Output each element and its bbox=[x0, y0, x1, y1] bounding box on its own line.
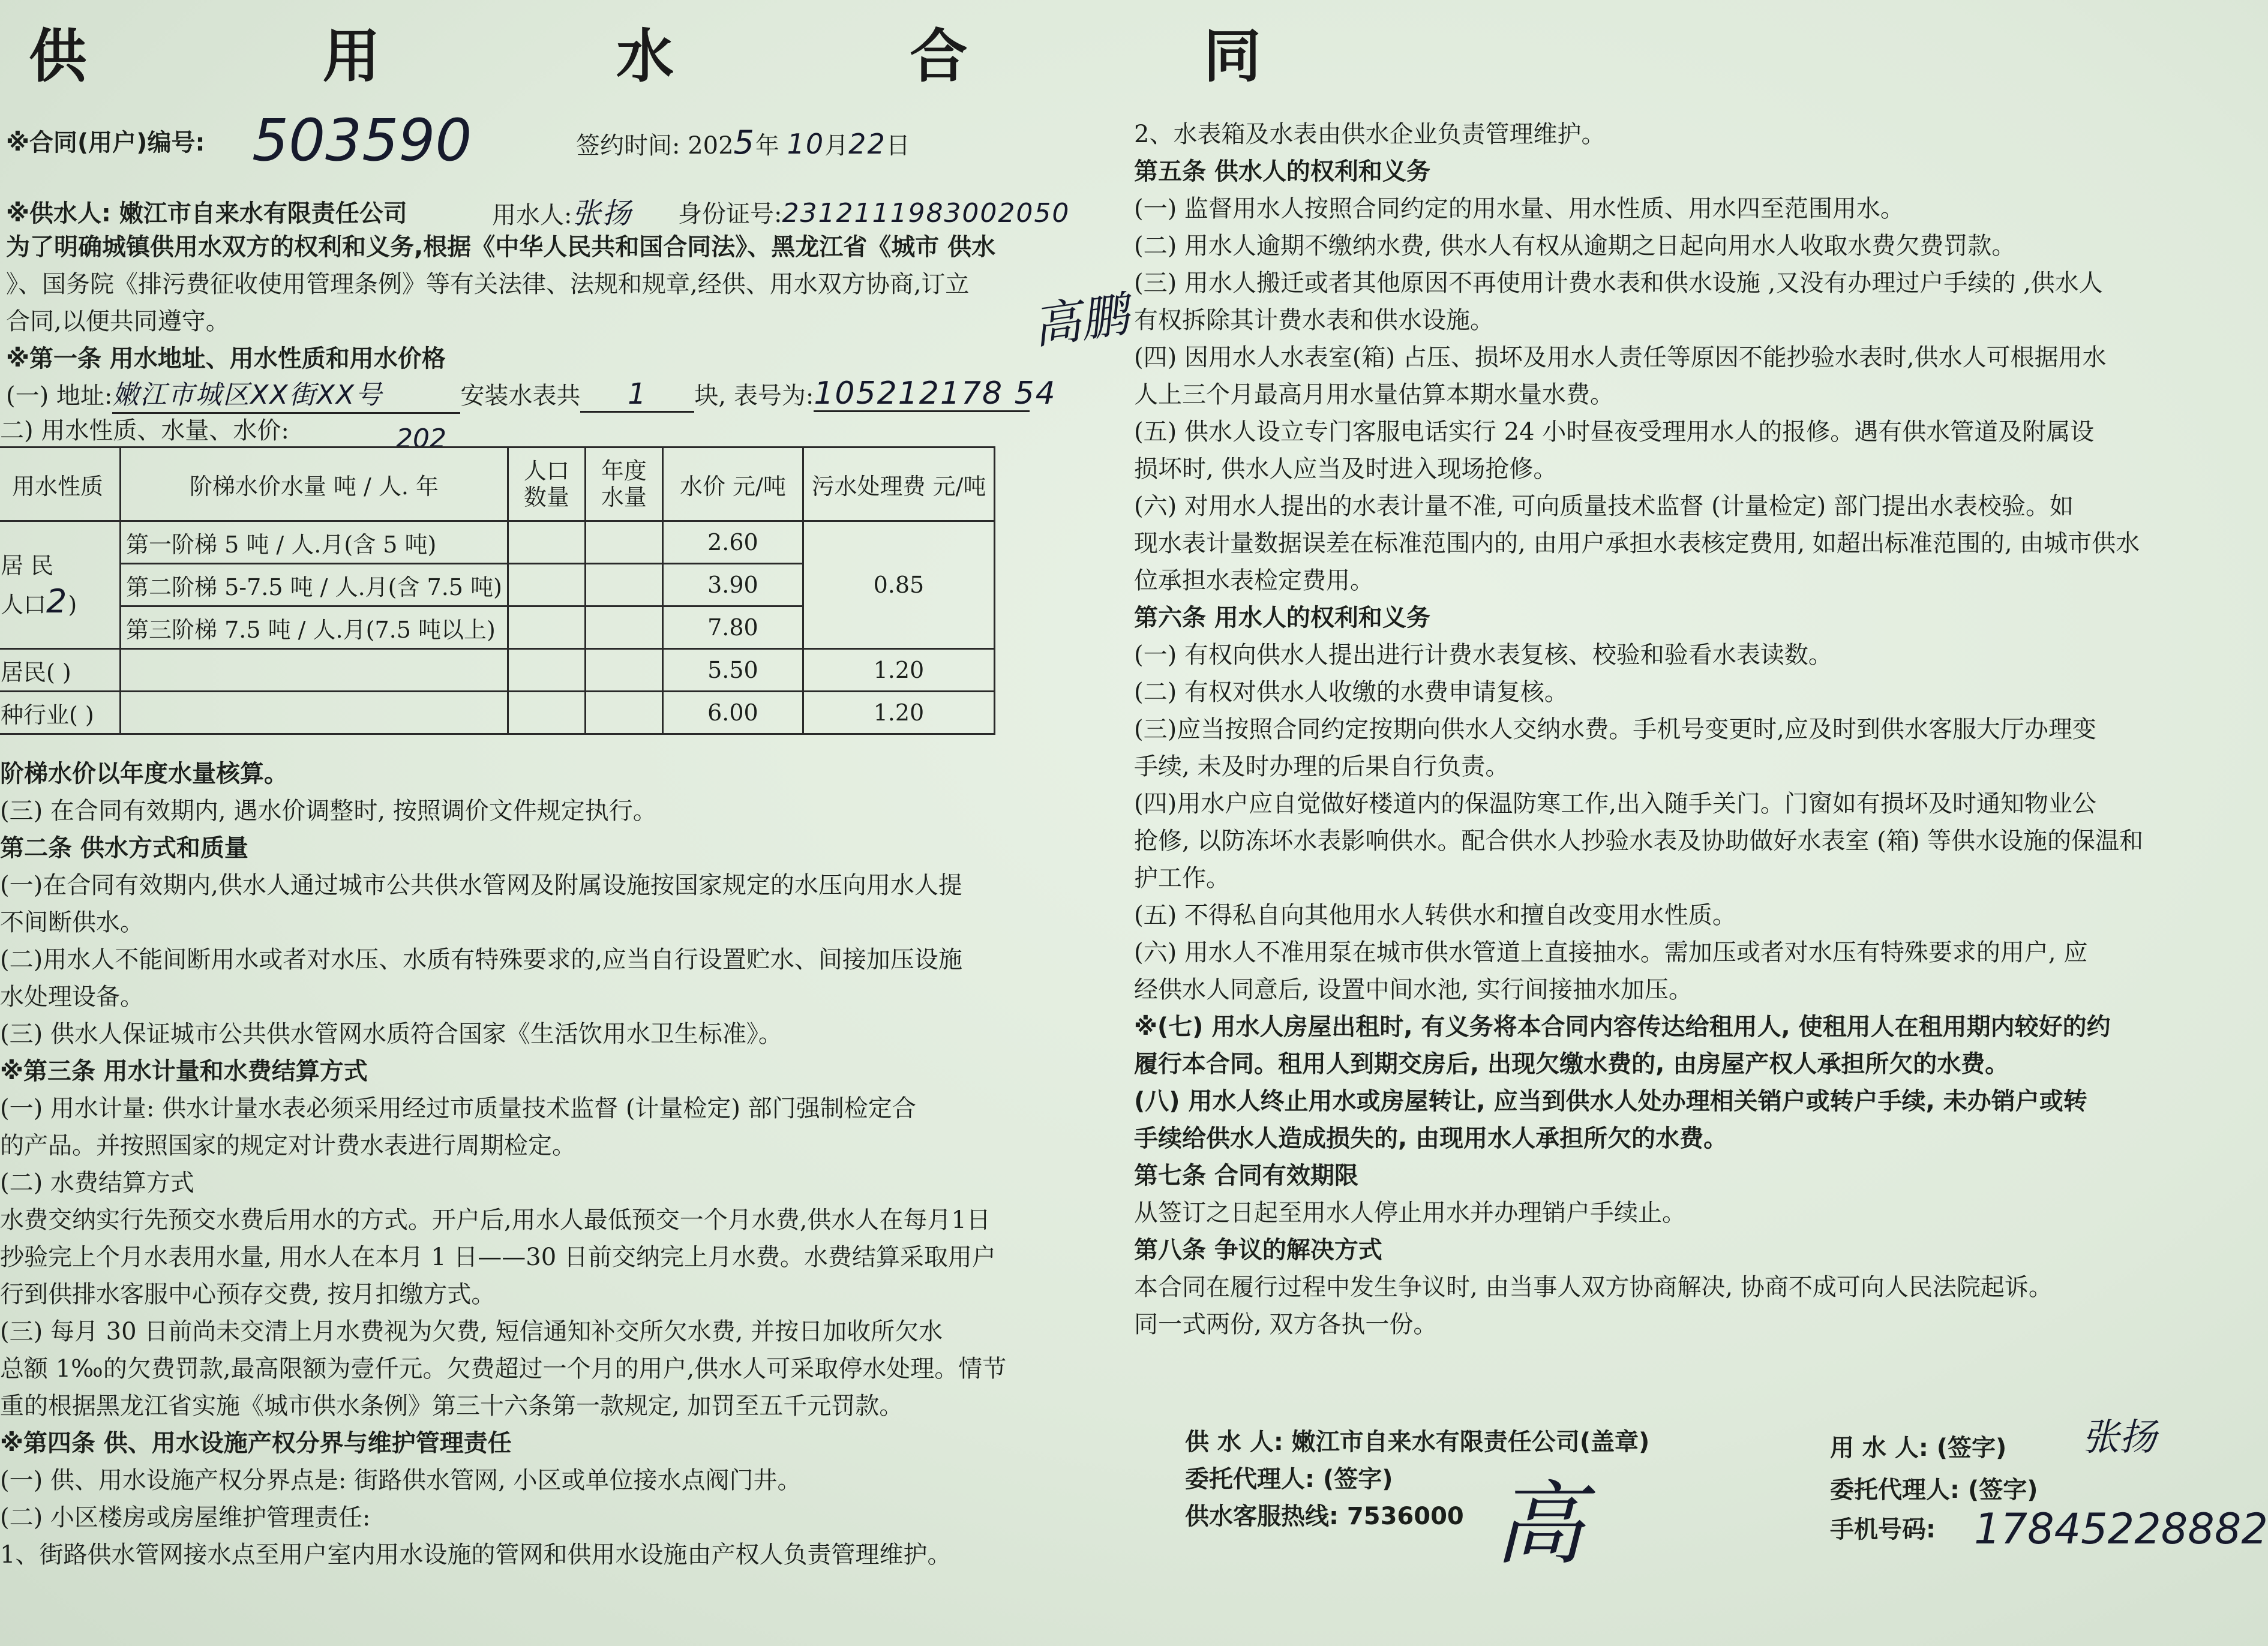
nature-row bbox=[0, 414, 289, 447]
clause-line: 手续, 未及时办理的后果自行负责。 bbox=[1134, 753, 1510, 780]
table-row bbox=[0, 521, 994, 564]
table-row bbox=[0, 692, 994, 734]
clause-line: (三) 每月 30 日前尚未交清上月水费视为欠费, 短信通知补交所欠水费, 并按日加收所欠水 bbox=[0, 1318, 943, 1345]
residential-population-hand: 2 bbox=[46, 582, 68, 620]
clause-heading: 第六条 用水人的权利和义务 bbox=[1134, 604, 1430, 632]
clause-line: 护工作。 bbox=[1134, 864, 1230, 892]
clause-line: (一) 监督用水人按照合同约定的用水量、用水性质、用水四至范围用水。 bbox=[1134, 195, 1904, 223]
signature-agent-left: 委托代理人: (签字) bbox=[1185, 1465, 1393, 1493]
clause-line: 不间断供水。 bbox=[0, 909, 144, 936]
clause-heading: (八) 用水人终止用水或房屋转让, 应当到供水人处办理相关销户或转户手续, 未办销户或转 bbox=[1134, 1088, 2087, 1115]
clause-line: (二) 小区楼房或房屋维护管理责任: bbox=[0, 1504, 371, 1531]
intro-line-3: 合同,以便共同遵守。 bbox=[6, 308, 230, 335]
clause-heading: 履行本合同。租用人到期交房后, 出现欠缴水费的, 由房屋产权人承担所欠的水费。 bbox=[1134, 1050, 2009, 1078]
clause-line: (六) 用水人不准用泵在城市供水管道上直接抽水。需加压或者对水压有特殊要求的用户, 应 bbox=[1134, 939, 2088, 966]
nature-label: 二) 用水性质、水量、水价: bbox=[0, 417, 289, 444]
meter-unit: 块, 表号为: bbox=[694, 382, 814, 410]
user-row bbox=[492, 197, 632, 232]
year-note: 202 bbox=[396, 423, 446, 454]
clause-line: (三) 用水人搬迁或者其他原因不再使用计费水表和供水设施 ,又没有办理过户手续的 ,供水人 bbox=[1134, 269, 2103, 297]
clause-line: (三) 供水人保证城市公共供水管网水质符合国家《生活饮用水卫生标准》。 bbox=[0, 1020, 782, 1048]
clause-line: (一) 供、用水设施产权分界点是: 街路供水管网, 小区或单位接水点阀门井。 bbox=[0, 1467, 802, 1494]
id-label: 身份证号: bbox=[678, 200, 782, 228]
header-price: 水价 元/吨 bbox=[662, 447, 803, 521]
agent-signature: 高 bbox=[1494, 1473, 1585, 1577]
clause-line: (二)用水人不能间断用水或者对水压、水质有特殊要求的,应当自行设置贮水、间接加压设施 bbox=[0, 946, 962, 974]
clause-heading: 手续给供水人造成损失的, 由现用水人承担所欠的水费。 bbox=[1134, 1125, 1728, 1152]
signature-agent-right: 委托代理人: (签字) bbox=[1830, 1476, 2038, 1504]
meter-text: 安装水表共 bbox=[460, 382, 581, 410]
clause-heading: ※第三条 用水计量和水费结算方式 bbox=[0, 1058, 368, 1085]
clause-line: 的产品。并按照国家的规定对计费水表进行周期检定。 bbox=[0, 1132, 576, 1160]
sewage-residential: 0.85 bbox=[803, 521, 994, 649]
id-value: 2312111983002050 bbox=[782, 198, 1070, 229]
table-header-row bbox=[0, 447, 994, 521]
intro-line-2: 》、国务院《排污费征收使用管理条例》等有关法律、法规和规章,经供、用水双方协商,订立 bbox=[6, 271, 970, 298]
sign-time-month: 月 bbox=[824, 132, 849, 160]
supplier-line: ※供水人: 嫩江市自来水有限责任公司 bbox=[6, 200, 407, 227]
row-5-price: 6.00 bbox=[662, 692, 803, 734]
table-row bbox=[0, 649, 994, 692]
clause-line: 人上三个月最高月用水量估算本期水量水费。 bbox=[1134, 381, 1614, 409]
clause-line: (五) 供水人设立专门客服电话实行 24 小时昼夜受理用水人的报修。遇有供水管道及附属设 bbox=[1134, 418, 2095, 446]
price-tier-2: 3.90 bbox=[662, 564, 803, 606]
header-tier: 阶梯水价水量 吨 / 人. 年 bbox=[121, 447, 508, 521]
clause-line: 抄验完上个月水表用水量, 用水人在本月 1 日——30 日前交纳完上月水费。水费结算采取用户 bbox=[0, 1243, 996, 1271]
clause-heading: 第七条 合同有效期限 bbox=[1134, 1162, 1358, 1190]
customer-hotline: 供水客服热线: 7536000 bbox=[1185, 1503, 1464, 1530]
header-sewage: 污水处理费 元/吨 bbox=[803, 447, 994, 521]
clause-line: 水处理设备。 bbox=[0, 983, 144, 1011]
row-4-sewage: 1.20 bbox=[803, 649, 994, 692]
sign-time-row bbox=[576, 126, 910, 163]
header-population: 人口 数量 bbox=[508, 447, 585, 521]
clause-line: 有权拆除其计费水表和供水设施。 bbox=[1134, 307, 1494, 334]
clause-heading: ※第四条 供、用水设施产权分界与维护管理责任 bbox=[0, 1429, 512, 1457]
clause-line: 损坏时, 供水人应当及时进入现场抢修。 bbox=[1134, 455, 1558, 483]
water-rate-table bbox=[0, 446, 995, 735]
intro-line-1: 为了明确城镇供用水双方的权利和义务,根据《中华人民共和国合同法》、黑龙江省《城市 供水 bbox=[6, 233, 996, 261]
row-5-label: 种行业( ) bbox=[0, 692, 121, 734]
parties-row bbox=[6, 197, 407, 230]
clause-heading: 第五条 供水人的权利和义务 bbox=[1134, 158, 1430, 185]
row-4-price: 5.50 bbox=[662, 649, 803, 692]
clause-line: (三)应当按照合同约定按期向供水人交纳水费。手机号变更时,应及时到供水客服大厅办理变 bbox=[1134, 716, 2096, 743]
tier-1: 第一阶梯 5 吨 / 人.月(含 5 吨) bbox=[121, 521, 508, 564]
id-row bbox=[678, 197, 1070, 231]
header-annual: 年度 水量 bbox=[585, 447, 662, 521]
phone-label: 手机号码: bbox=[1830, 1516, 1936, 1543]
clause-line: 2、水表箱及水表由供水企业负责管理维护。 bbox=[1134, 121, 1606, 148]
clause-line: 1、街路供水管网接水点至用户室内用水设施的管网和供用水设施由产权人负责管理维护。 bbox=[0, 1541, 952, 1569]
margin-note: 高鹏 bbox=[1029, 286, 1132, 355]
sign-time-prefix: 签约时间: 202 bbox=[576, 132, 734, 160]
user-name: 张扬 bbox=[572, 197, 632, 230]
clause-line: (二) 水费结算方式 bbox=[0, 1169, 194, 1197]
row-5-sewage: 1.20 bbox=[803, 692, 994, 734]
clause-line: (一) 用水计量: 供水计量水表必须采用经过市质量技术监督 (计量检定) 部门强制检定合 bbox=[0, 1095, 916, 1122]
address-row bbox=[6, 376, 1057, 414]
clause-line: 从签订之日起至用水人停止用水并办理销户手续止。 bbox=[1134, 1199, 1686, 1227]
row-4-label: 居民( ) bbox=[0, 649, 121, 692]
sign-time-day: 日 bbox=[886, 132, 910, 160]
address-value: 嫩江市城区XX街XX号 bbox=[112, 379, 460, 414]
clause-line: (四) 因用水人水表室(箱) 占压、损坏及用水人责任等原因不能抄验水表时,供水人可根据用水 bbox=[1134, 344, 2107, 371]
document-title: 供 用 水 合 同 bbox=[29, 23, 1369, 90]
clause-line: (六) 对用水人提出的水表计量不准, 可向质量技术监督 (计量检定) 部门提出水表校验。如 bbox=[1134, 492, 2074, 520]
clause-heading: 第二条 供水方式和质量 bbox=[0, 834, 248, 862]
tier-3: 第三阶梯 7.5 吨 / 人.月(7.5 吨以上) bbox=[121, 606, 508, 649]
user-signature: 张扬 bbox=[2082, 1415, 2157, 1459]
clause-line: 同一式两份, 双方各执一份。 bbox=[1134, 1311, 1438, 1338]
clause-line: (二) 用水人逾期不缴纳水费, 供水人有权从逾期之日起向用水人收取水费欠费罚款。 bbox=[1134, 232, 2016, 260]
signature-user: 用 水 人: (签字) bbox=[1830, 1434, 2007, 1462]
sign-year-digit: 5 bbox=[733, 124, 755, 161]
meter-count: 1 bbox=[580, 377, 694, 413]
user-label: 用水人: bbox=[492, 202, 572, 229]
contract-number-label: ※合同(用户)编号: bbox=[6, 129, 205, 157]
residential-cell: 居 民 人口2) bbox=[0, 521, 121, 649]
sign-month: 10 bbox=[787, 128, 825, 160]
clause-line: 总额 1‰的欠费罚款,最高限额为壹仟元。欠费超过一个月的用户,供水人可采取停水处理。情节 bbox=[0, 1355, 1007, 1383]
price-tier-1: 2.60 bbox=[662, 521, 803, 564]
contract-number-value: 503590 bbox=[252, 107, 472, 174]
sign-day: 22 bbox=[848, 128, 886, 160]
clause-line: 本合同在履行过程中发生争议时, 由当事人双方协商解决, 协商不成可向人民法院起诉。 bbox=[1134, 1273, 2053, 1301]
phone-row bbox=[1830, 1513, 1936, 1546]
phone-value: 17845228882 bbox=[1974, 1504, 2268, 1554]
clause-heading: 第八条 争议的解决方式 bbox=[1134, 1236, 1382, 1264]
clause-line: 重的根据黑龙江省实施《城市供水条例》第三十六条第一款规定, 加罚至五千元罚款。 bbox=[0, 1392, 904, 1420]
clause-heading: 阶梯水价以年度水量核算。 bbox=[0, 760, 288, 788]
clause-line: (三) 在合同有效期内, 遇水价调整时, 按照调价文件规定执行。 bbox=[0, 797, 657, 825]
clause-line: (五) 不得私自向其他用水人转供水和擅自改变用水性质。 bbox=[1134, 902, 1736, 929]
sign-time-year: 年 bbox=[755, 132, 779, 160]
contract-number-row bbox=[6, 126, 205, 160]
clause-line: (一)在合同有效期内,供水人通过城市公共供水管网及附属设施按国家规定的水压向用水人提 bbox=[0, 872, 962, 899]
clause-line: 行到供排水客服中心预存交费, 按月扣缴方式。 bbox=[0, 1281, 496, 1308]
clause-line: (一) 有权向供水人提出进行计费水表复核、校验和验看水表读数。 bbox=[1134, 641, 1832, 669]
clause-line: (四)用水户应自觉做好楼道内的保温防寒工作,出入随手关门。门窗如有损坏及时通知物业公 bbox=[1134, 790, 2096, 818]
header-nature: 用水性质 bbox=[0, 447, 121, 521]
article-1-title: ※第一条 用水地址、用水性质和用水价格 bbox=[6, 345, 446, 373]
clause-line: (二) 有权对供水人收缴的水费申请复核。 bbox=[1134, 678, 1568, 706]
clause-line: 现水表计量数据误差在标准范围内的, 由用户承担水表核定费用, 如超出标准范围的, 由城市供水 bbox=[1134, 530, 2140, 557]
address-label: (一) 地址: bbox=[6, 382, 113, 410]
clause-line: 位承担水表检定费用。 bbox=[1134, 567, 1374, 594]
clause-line: 抢修, 以防冻坏水表影响供水。配合供水人抄验水表及协助做好水表室 (箱) 等供水设施的保温和 bbox=[1134, 827, 2144, 855]
clause-line: 经供水人同意后, 设置中间水池, 实行间接抽水加压。 bbox=[1134, 976, 1693, 1004]
clause-line: 水费交纳实行先预交水费后用水的方式。开户后,用水人最低预交一个月水费,供水人在每月1日 bbox=[0, 1206, 991, 1234]
clause-heading: ※(七) 用水人房屋出租时, 有义务将本合同内容传达给租用人, 使租用人在租用期内较好的约 bbox=[1134, 1013, 2111, 1041]
signature-supplier: 供 水 人: 嫩江市自来水有限责任公司(盖章) bbox=[1185, 1428, 1650, 1456]
tier-2: 第二阶梯 5-7.5 吨 / 人.月(含 7.5 吨) bbox=[121, 564, 508, 606]
meter-number: 105212178 54 bbox=[814, 376, 1057, 412]
price-tier-3: 7.80 bbox=[662, 606, 803, 649]
